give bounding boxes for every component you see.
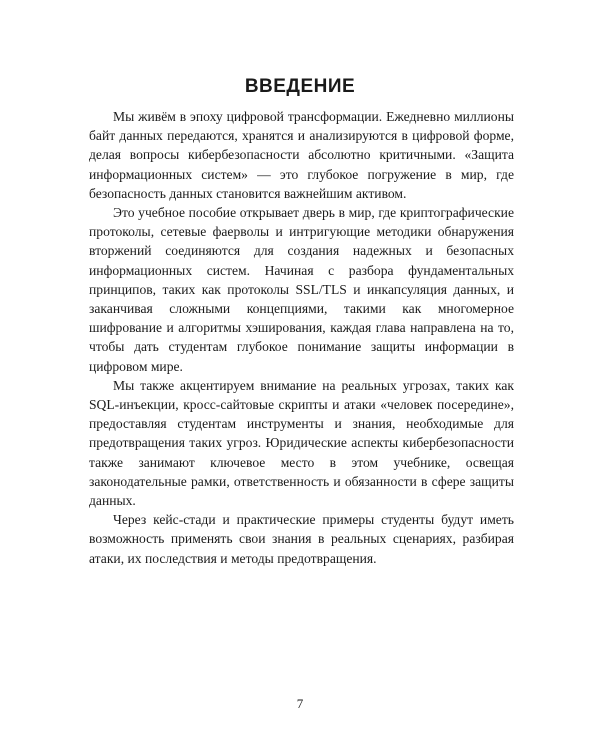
chapter-title: ВВЕДЕНИЕ	[244, 76, 356, 97]
paragraph-3: Мы также акцентируем внимание на реальных угрозах, таких как SQL-инъекции, кросс-сайтовые скрипты и атаки «человек посередине», предоставляя студентам инструменты и знания, необходимые для предотвращения таких угроз. Юридические аспекты кибербезопасности также занимают ключевое место в этом учебнике, освещая законодательные рамки, ответственность и обязанности в сфере защиты данных.	[89, 377, 514, 509]
paragraph-2: Это учебное пособие открывает дверь в мир, где криптографические протоколы, сетевые фаерволы и интригующие методики обнаружения вторжений соединяются для создания надежных и безопасных информационных систем. Начиная с разбора фундаментальных принципов, таких как протоколы SSL/TLS и инкапсуляция данных, и заканчивая сложными концепциями, такими как многомерное шифрование и алгоритмы хэширования, каждая глава направлена на то, чтобы дать студентам глубокое понимание защиты информации в цифровом мире.	[89, 205, 514, 374]
body-text	[89, 107, 514, 568]
paragraph-1: Мы живём в эпоху цифровой трансформации. Ежедневно миллионы байт данных передаются, хранятся и анализируются в цифровой форме, делая вопросы кибербезопасности абсолютно критичными. «Защита информационных систем» — это глубокое погружение в мир, где безопасность данных становится важнейшим активом.	[89, 109, 514, 201]
paragraph-4: Через кейс-стади и практические примеры студенты будут иметь возможность применять свои знания в реальных сценариях, разбирая атаки, их последствия и методы предотвращения.	[89, 512, 514, 566]
page-number: 7	[296, 696, 304, 711]
